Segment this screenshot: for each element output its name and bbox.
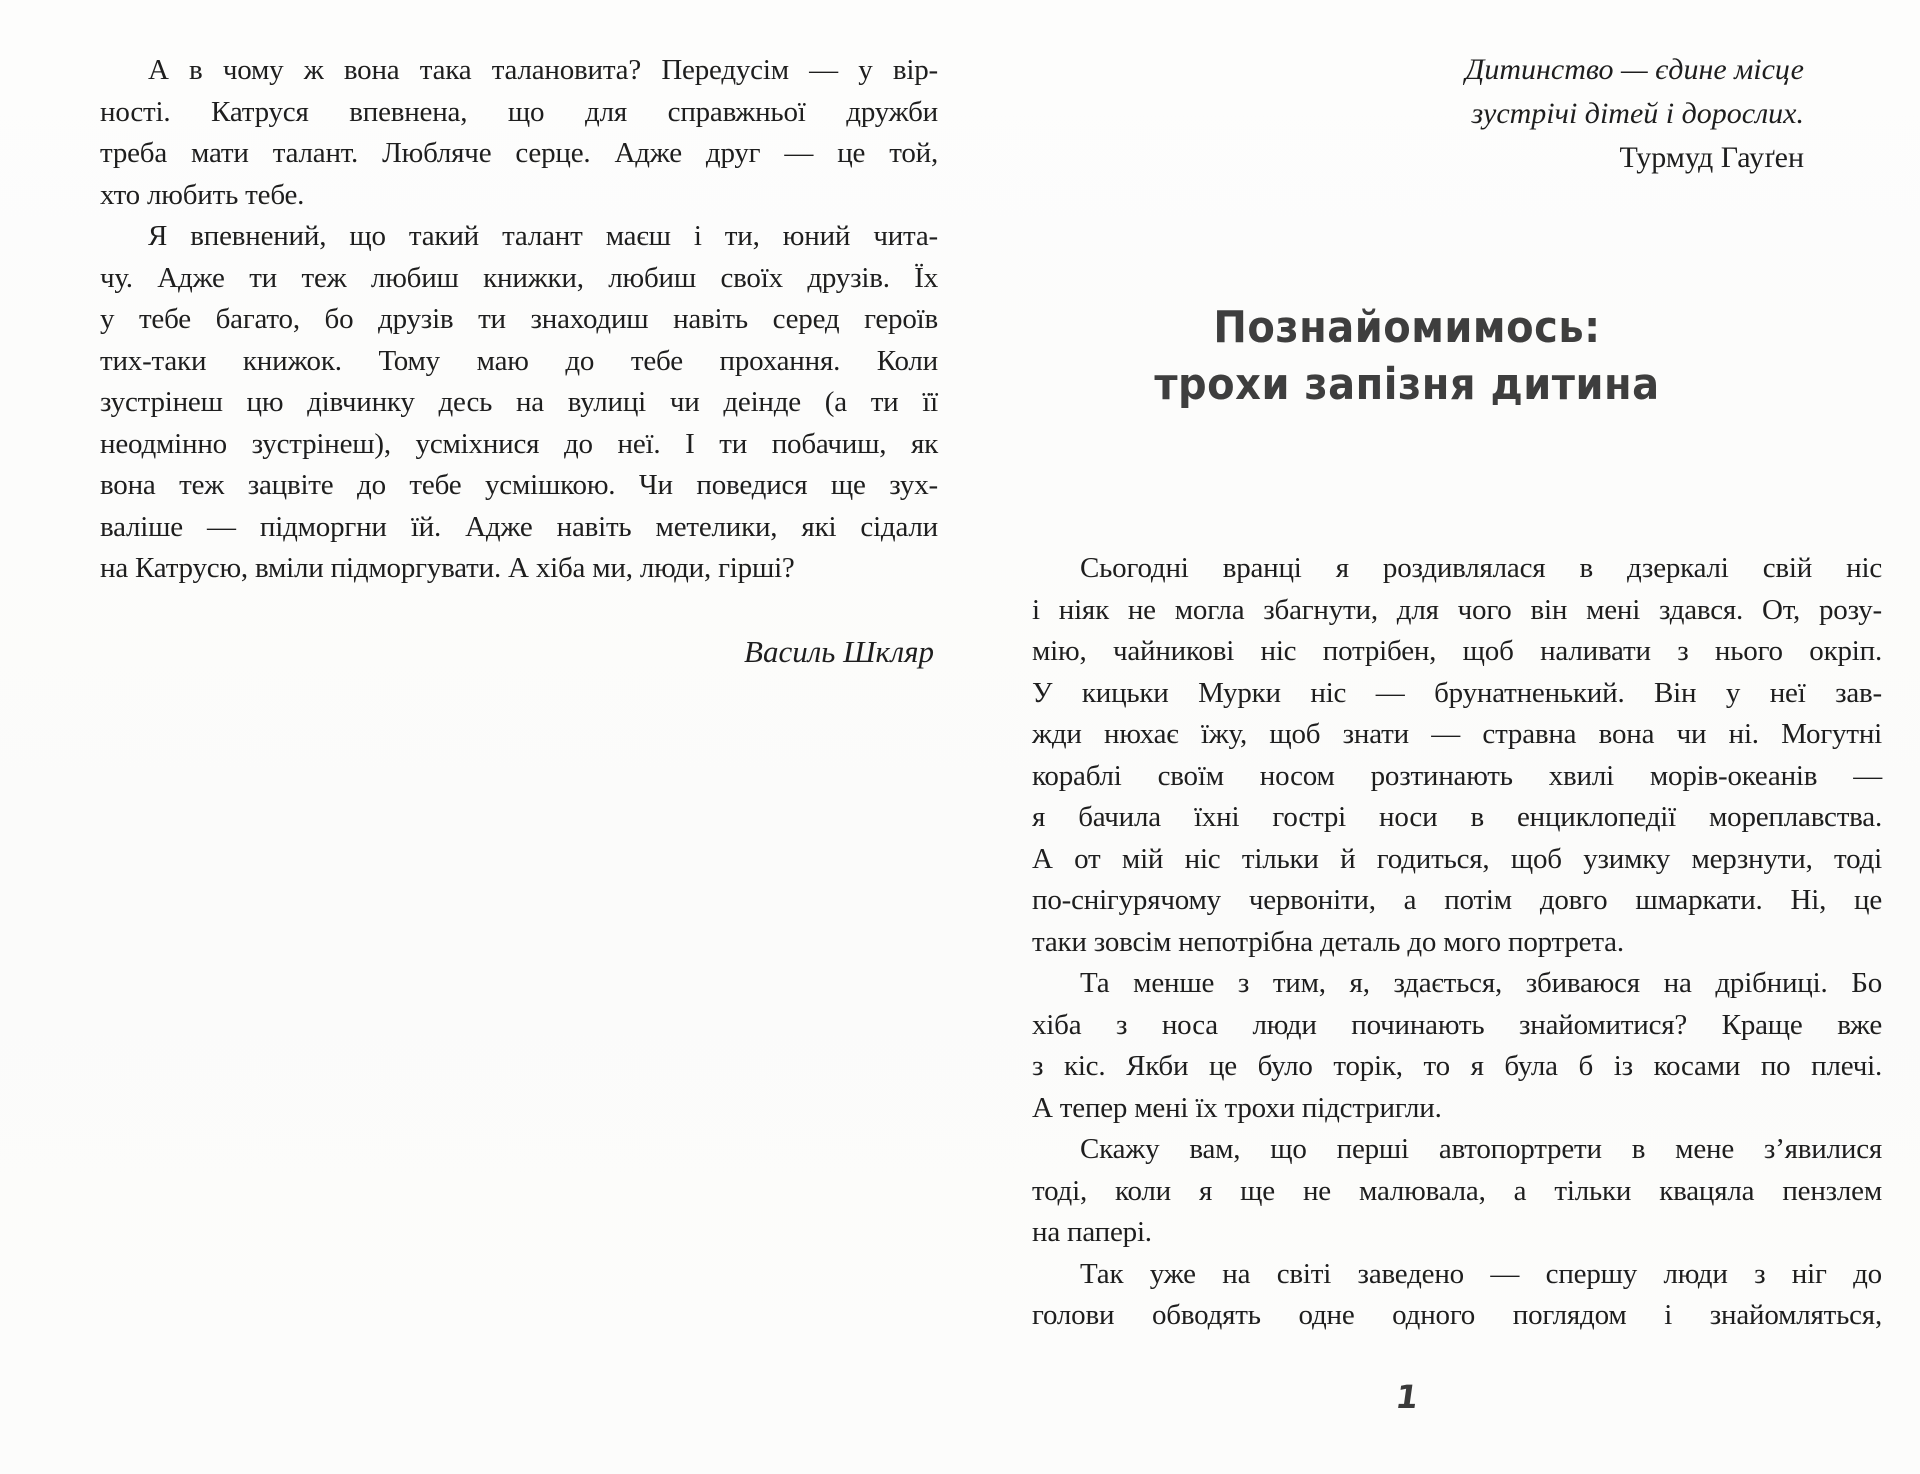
text-line: валіше — підморгни їй. Адже навіть метелики, які сідали [100,510,938,543]
paragraph [1032,1254,1882,1337]
paragraph [100,50,938,216]
text-line: на папері. [1032,1216,1152,1248]
text-line: Так уже на світі заведено — спершу люди з ніг до [1080,1257,1882,1290]
text-line: кораблі своїм носом розтинають хвилі морів-океанів — [1032,759,1882,792]
epigraph-line: Дитинство — єдине місце [1465,53,1804,86]
paragraph [100,216,938,590]
page-number: 1 [1393,1378,1421,1416]
text-line: я бачила їхні гострі носи в енциклопедії мореплавства. [1032,801,1882,833]
text-line: вона теж зацвіте до тебе усмішкою. Чи поведися ще зух- [100,469,938,501]
text-line: на Катрусю, вміли підморгувати. А хіба ми, люди, гірші? [100,552,795,584]
text-line: жди нюхає їжу, щоб знати — стравна вона чи ні. Могутні [1032,718,1882,750]
heading-line: трохи запізня дитина [1154,360,1660,410]
right-body-text [1032,548,1882,1337]
text-line: тоді, коли я ще не малювала, а тільки квацяла пензлем [1032,1174,1882,1207]
text-line: неодмінно зустрінеш), усміхнися до неї. І ти побачиш, як [100,427,938,460]
page-right [1032,0,1882,1474]
text-line: голови обводять одне одного поглядом і знайомляться, [1032,1299,1882,1331]
paragraph [1032,1129,1882,1254]
text-line: А тепер мені їх трохи підстригли. [1032,1091,1442,1124]
epigraph-attribution: Турмуд Гауґен [1619,141,1804,174]
text-line: у тебе багато, бо друзів ти знаходиш навіть серед героїв [100,303,938,335]
text-line: і ніяк не могла збагнути, для чого він мені здався. От, розу- [1032,593,1882,626]
text-line: хто любить тебе. [100,178,305,211]
text-line: тих-таки книжок. Тому маю до тебе прохання. Коли [100,344,938,377]
text-line: А в чому ж вона така талановита? Передусім — у вір- [148,54,938,86]
text-line: з кіс. Якби це було торік, то я була б із косами по плечі. [1032,1050,1882,1082]
paragraph [1032,548,1882,963]
text-line: Сьогодні вранці я роздивлялася в дзеркалі свій ніс [1080,552,1882,584]
text-line: таки зовсім непотрібна деталь до мого портрета. [1032,925,1624,958]
chapter-heading [1032,300,1782,414]
text-line: треба мати талант. Любляче серце. Адже друг — це той, [100,137,938,169]
heading-line: Познайомимось: [1213,303,1601,353]
text-line: чу. Адже ти теж любиш книжки, любиш своїх друзів. Їх [100,261,938,294]
epigraph-line: зустрічі дітей і дорослих. [1471,97,1804,130]
text-line: А от мій ніс тільки й годиться, щоб узимку мерзнути, тоді [1032,842,1882,875]
text-line: У кицьки Мурки ніс — брунатненький. Він у неї зав- [1032,676,1882,709]
page-left [100,0,938,1474]
text-line: Скажу вам, що перші автопортрети в мене з’явилися [1080,1133,1882,1165]
text-line: мію, чайникові ніс потрібен, щоб наливати з нього окріп. [1032,635,1882,667]
text-line: зустрінеш цю дівчинку десь на вулиці чи деінде (а ти її [100,386,938,418]
epigraph [1465,48,1804,180]
paragraph [1032,963,1882,1129]
text-line: Я впевнений, що такий талант маєш і ти, юний чита- [148,220,938,252]
left-body-text [100,50,938,590]
text-line: ності. Катруся впевнена, що для справжньої дружби [100,95,938,128]
text-line: хіба з носа люди починають знайомитися? Краще вже [1032,1008,1882,1041]
text-line: Та менше з тим, я, здається, збиваюся на дрібниці. Бо [1080,967,1882,999]
text-line: по-снігурячому червоніти, а потім довго шмаркати. Ні, це [1032,884,1882,916]
author-signature: Василь Шкляр [744,634,934,669]
